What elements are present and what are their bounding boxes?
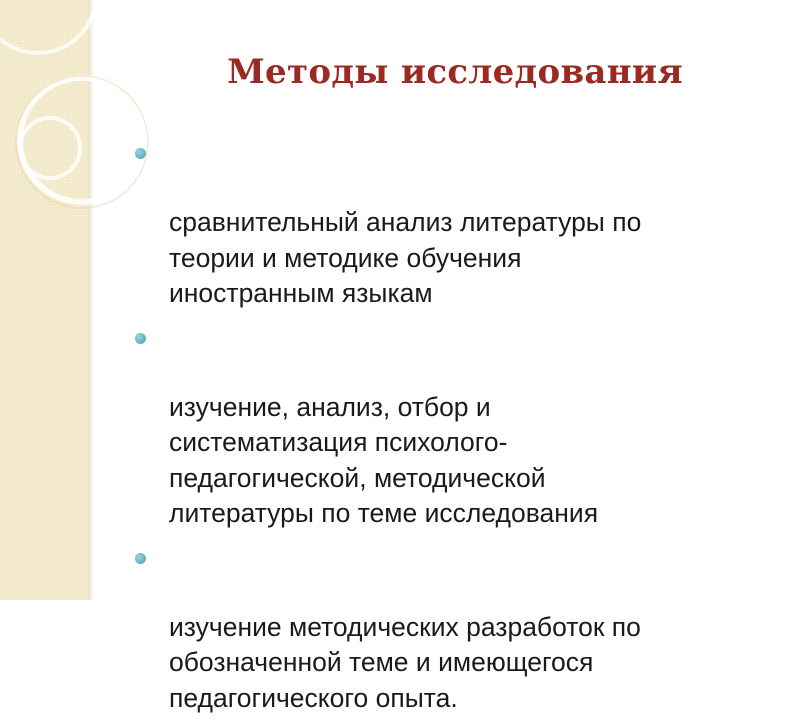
bullet-item-1 [135,134,785,312]
bullet-dot-icon [135,148,146,159]
decor-circle-middle [20,78,144,202]
bullet-list [135,134,785,723]
bullet-text: сравнительный анализ литературы по теории и методике обучения иностранным языкам [169,207,642,308]
bullet-dot-icon [135,333,146,344]
slide-title: Методы исследования [227,52,683,92]
bullet-text: изучение, анализ, отбор и систематизация психолого- педагогической, методической литературы по теме исследования [169,391,599,528]
decor-circle-small [20,118,80,178]
bullet-dot-icon [135,553,146,564]
decor-circle-shadow [16,76,148,208]
bullet-text: изучение методических разработок по обозначенной теме и имеющегося педагогического опыта. [169,611,641,713]
decor-circle-large [0,0,96,53]
bullet-item-2 [135,319,785,532]
bullet-item-3 [135,539,785,717]
